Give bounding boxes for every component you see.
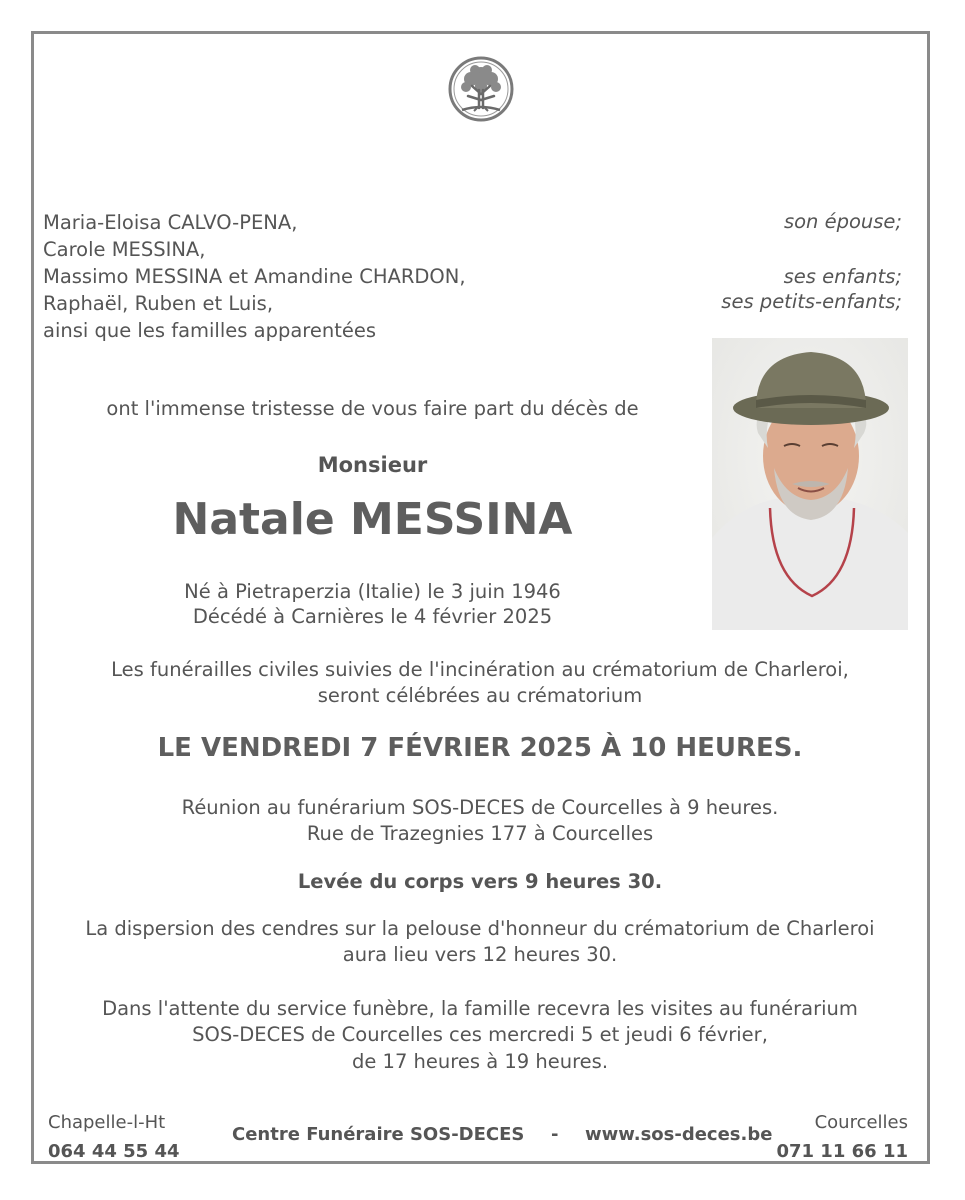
visits-line-1: Dans l'attente du service funèbre, la famille recevra les visites au funérarium: [102, 997, 858, 1020]
family-name-son: Massimo MESSINA et Amandine CHARDON,: [43, 265, 466, 288]
family-name-relatives: ainsi que les familles apparentées: [43, 319, 377, 342]
relation-grandchildren: ses petits-enfants;: [721, 290, 902, 313]
footer-right-place: Courcelles: [814, 1112, 908, 1133]
footer-separator: -: [550, 1124, 559, 1145]
announcement-text: ont l'immense tristesse de vous faire part du décès de: [106, 397, 639, 420]
levee-line: Levée du corps vers 9 heures 30.: [297, 870, 663, 893]
footer-left-phone: 064 44 55 44: [48, 1141, 180, 1162]
family-name-grandchildren: Raphaël, Ruben et Luis,: [43, 292, 274, 315]
honorific-title: Monsieur: [317, 453, 428, 477]
visits-line-3: de 17 heures à 19 heures.: [351, 1050, 609, 1073]
relation-spouse: son épouse;: [783, 210, 902, 233]
funeral-date: LE VENDREDI 7 FÉVRIER 2025 À 10 HEURES.: [157, 733, 803, 763]
footer-company-name: Centre Funéraire SOS-DECES: [232, 1124, 525, 1145]
footer-center: [232, 1124, 773, 1145]
tree-of-life-icon: [448, 56, 514, 122]
relation-children: ses enfants;: [783, 265, 902, 288]
birth-line: Né à Pietraperzia (Italie) le 3 juin 1946: [184, 580, 561, 603]
footer-website-link[interactable]: www.sos-deces.be: [585, 1124, 773, 1145]
reunion-line-1: Réunion au funérarium SOS-DECES de Courcelles à 9 heures.: [181, 796, 779, 819]
visits-line-2: SOS-DECES de Courcelles ces mercredi 5 et jeudi 6 février,: [192, 1023, 768, 1046]
portrait-photo: [712, 338, 908, 630]
funeral-line-2: seront célébrées au crématorium: [317, 684, 643, 707]
footer-left-place: Chapelle-l-Ht: [48, 1112, 166, 1133]
death-line: Décédé à Carnières le 4 février 2025: [192, 605, 553, 628]
reunion-address: Rue de Trazegnies 177 à Courcelles: [306, 822, 654, 845]
dispersion-line-1: La dispersion des cendres sur la pelouse d'honneur du crématorium de Charleroi: [85, 917, 875, 940]
deceased-name: Natale MESSINA: [172, 494, 573, 545]
family-name-daughter: Carole MESSINA,: [43, 238, 206, 261]
family-name-spouse: Maria-Eloisa CALVO-PENA,: [43, 211, 298, 234]
dispersion-line-2: aura lieu vers 12 heures 30.: [342, 943, 618, 966]
funeral-line-1: Les funérailles civiles suivies de l'incinération au crématorium de Charleroi,: [111, 658, 849, 681]
footer-right-phone: 071 11 66 11: [776, 1141, 908, 1162]
